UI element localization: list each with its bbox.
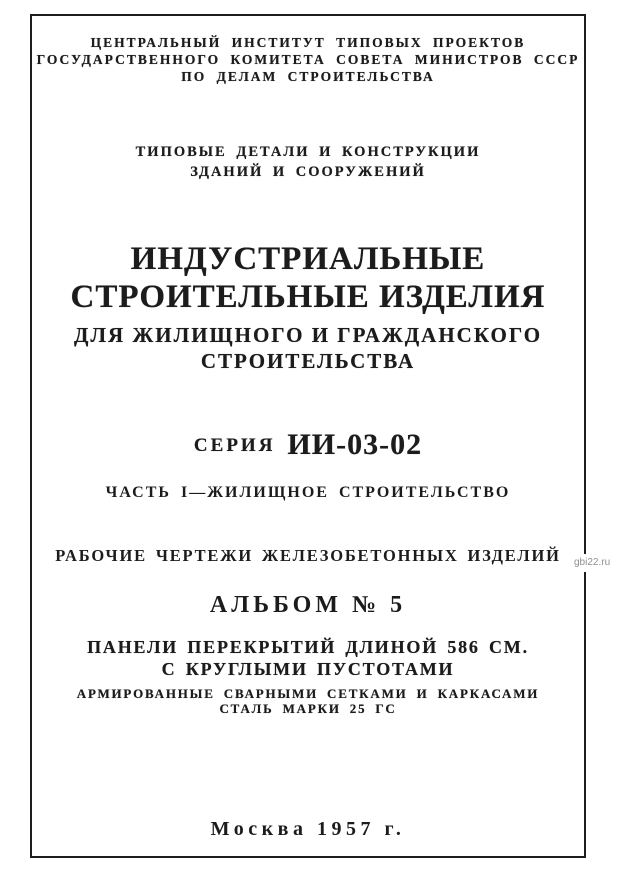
series-label: СЕРИЯ [193,435,276,456]
reinforcement-line: АРМИРОВАННЫЕ СВАРНЫМИ СЕТКАМИ И КАРКАСАМИ [76,686,540,701]
subtitle-line: СТРОИТЕЛЬСТВА [200,349,416,373]
organization-line: ГОСУДАРСТВЕННОГО КОМИТЕТА СОВЕТА МИНИСТРОВ СССР [36,52,580,67]
subtitle-line: ДЛЯ ЖИЛИЩНОГО И ГРАЖДАНСКОГО [73,323,543,347]
organization-line: ПО ДЕЛАМ СТРОИТЕЛЬСТВА [181,69,435,84]
imprint-city-year: Москва 1957 г. [210,818,406,840]
reinforcement-description [32,686,584,716]
title-line: СТРОИТЕЛЬНЫЕ ИЗДЕЛИЯ [70,279,546,315]
title-line: ИНДУСТРИАЛЬНЫЕ [130,241,486,277]
reinforcement-line: СТАЛЬ МАРКИ 25 ГС [219,701,397,716]
series-designation [32,428,584,462]
document-title [32,240,584,316]
series-code: ИИ-03-02 [287,428,423,461]
page-border-frame [30,14,586,858]
part-designation: ЧАСТЬ I—ЖИЛИЩНОЕ СТРОИТЕЛЬСТВО [105,484,511,501]
working-drawings-heading: РАБОЧИЕ ЧЕРТЕЖИ ЖЕЛЕЗОБЕТОННЫХ ИЗДЕЛИЙ [55,546,561,565]
panel-description-line: ПАНЕЛИ ПЕРЕКРЫТИЙ ДЛИНОЙ 586 СМ. [87,637,529,657]
panel-description-line: С КРУГЛЫМИ ПУСТОТАМИ [161,659,455,679]
document-subtitle [32,322,584,374]
panel-description [32,636,584,680]
organization-line: ЦЕНТРАЛЬНЫЙ ИНСТИТУТ ТИПОВЫХ ПРОЕКТОВ [90,35,526,50]
standard-details-line: ЗДАНИЙ И СООРУЖЕНИЙ [190,164,426,180]
album-number: АЛЬБОМ № 5 [209,592,407,618]
issuing-organization [32,34,584,85]
standard-details-line: ТИПОВЫЕ ДЕТАЛИ И КОНСТРУКЦИИ [135,144,481,160]
site-watermark: gbi22.ru [574,554,618,572]
standard-details-heading [32,142,584,182]
